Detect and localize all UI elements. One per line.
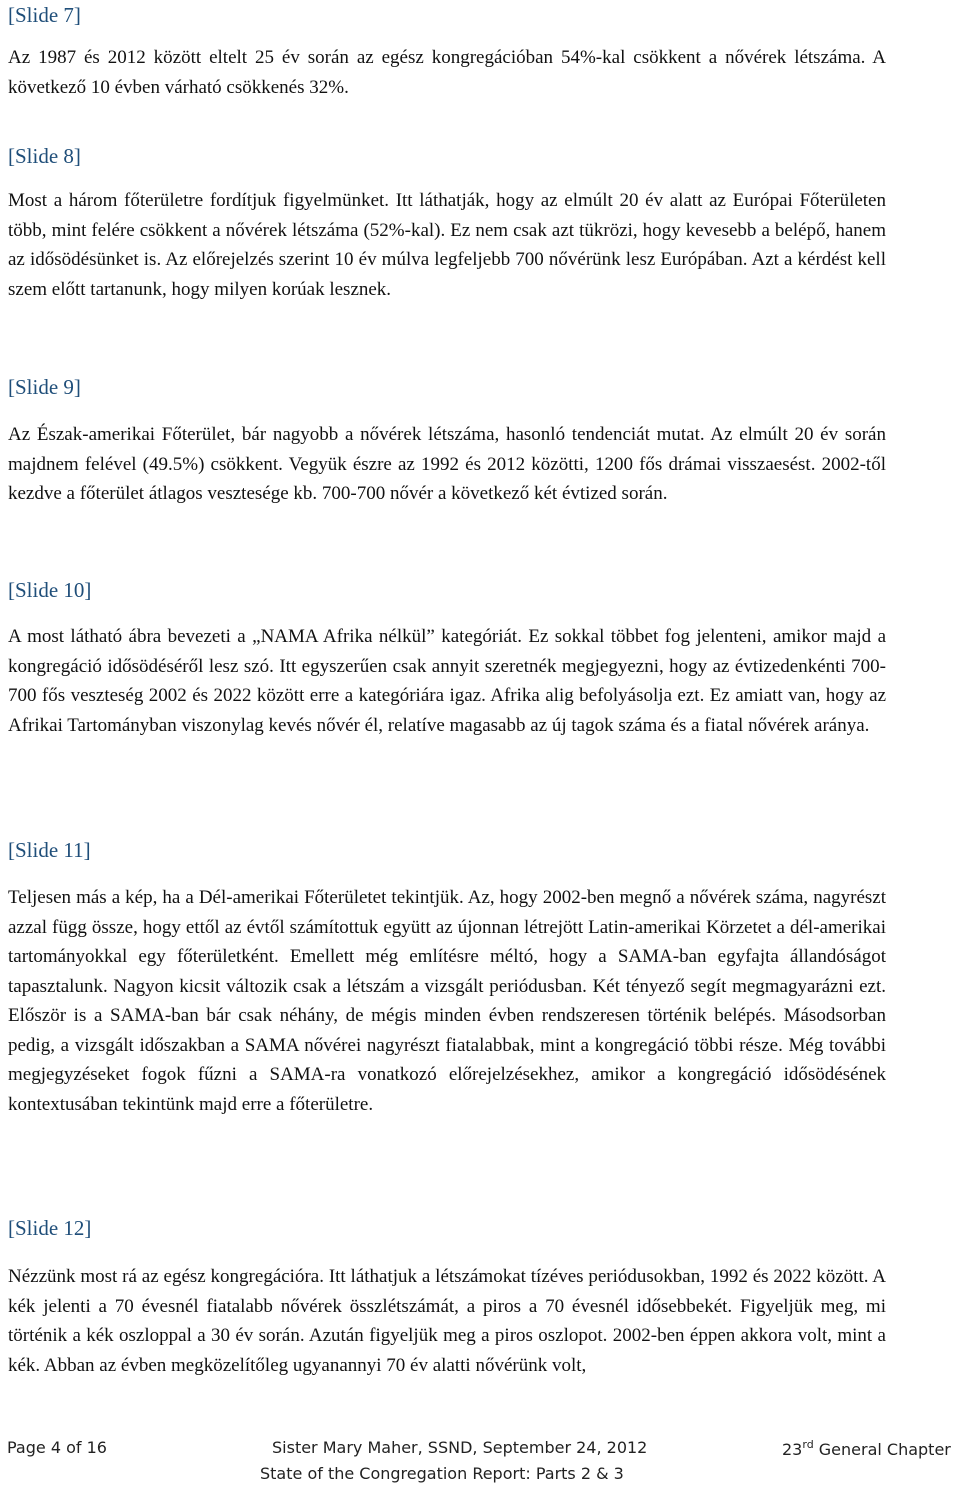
chapter-ordinal-suffix: rd: [802, 1438, 814, 1451]
footer-chapter: [782, 1438, 951, 1459]
slide-8-heading: [Slide 8]: [8, 144, 81, 168]
page-footer: [0, 1436, 960, 1486]
page-number: Page 4 of 16: [7, 1438, 107, 1457]
slide-11-heading: [Slide 11]: [8, 838, 91, 862]
slide-10-paragraph: A most látható ábra bevezeti a „NAMA Afrika nélkül” kategóriát. Ez sokkal többet fog jelenteni, amikor majd a kongregáció idősödéséről lesz szó. Itt egyszerűen csak annyit szeretnék megjegyezni, hogy az évtizedenkénti 700-700 fős veszteség 2002 és 2022 között erre a kategóriára igaz. Afrika alig befolyásolja ezt. Ez amiatt van, hogy az Afrikai Tartományban viszonylag kevés nővér él, relatíve magasabb az új tagok száma és a fiatal nővérek aránya.: [8, 626, 886, 736]
footer-author: Sister Mary Maher, SSND, September 24, 2012: [272, 1438, 648, 1457]
chapter-label: General Chapter: [813, 1440, 951, 1459]
slide-10-heading: [Slide 10]: [8, 578, 92, 602]
slide-12-heading: [Slide 12]: [8, 1216, 92, 1240]
footer-report-title: State of the Congregation Report: Parts 2 & 3: [260, 1464, 624, 1483]
slide-7-paragraph: Az 1987 és 2012 között eltelt 25 év során az egész kongregációban 54%-kal csökkent a nővérek létszáma. A következő 10 évben várható csökkenés 32%.: [8, 47, 886, 98]
slide-11-paragraph: Teljesen más a kép, ha a Dél-amerikai Főterületet tekintjük. Az, hogy 2002-ben megnő a nővérek száma, nagyrészt azzal függ össze, hogy ettől az évtől számítottuk együtt az újonnan létrejött Latin-amerikai Körzetet a dél-amerikai tartományokkal egy főterületként. Emellett még említésre méltó, hogy a SAMA-ban egyfajta állandóságot tapasztalunk. Nagyon kicsit változik csak a létszám a vizsgált periódusban. Két tényező segít megmagyarázni ezt. Először is a SAMA-ban bár csak néhány, de mégis minden évben rendszeresen történik belépés. Másodsorban pedig, a vizsgált időszakban a SAMA nővérei nagyrészt fiatalabbak, mint a kongregáció többi része. Még további megjegyzéseket fogok fűzni a SAMA-ra vonatkozó előrejelzésekhez, amikor a kongregáció idősödésének kontextusában tekintünk majd erre a főterületre.: [8, 887, 886, 1115]
slide-9-paragraph: Az Észak-amerikai Főterület, bár nagyobb a nővérek létszáma, hasonló tendenciát mutat. Az elmúlt 20 év során majdnem felével (49.5%) csökkent. Vegyük észre az 1992 és 2012 közötti, 1200 fős drámai visszaesést. 2002-től kezdve a főterület átlagos vesztesége kb. 700-700 nővér a következő két évtized során.: [8, 424, 886, 504]
slide-7-heading: [Slide 7]: [8, 3, 81, 27]
chapter-number: 23: [782, 1440, 803, 1459]
slide-8-paragraph: Most a három főterületre fordítjuk figyelmünket. Itt láthatják, hogy az elmúlt 20 év alatt az Európai Főterületen több, mint felére csökkent a nővérek létszáma (52%-kal). Ez nem csak azt tükrözi, hogy kevesebb a belépő, hanem az idősödésünket is. Az előrejelzés szerint 10 év múlva legfeljebb 700 nővérünk lesz Európában. Azt a kérdést kell szem előtt tartanunk, hogy milyen korúak lesznek.: [8, 190, 886, 300]
slide-12-paragraph: Nézzünk most rá az egész kongregációra. Itt láthatjuk a létszámokat tízéves periódusokban, 1992 és 2022 között. A kék jelenti a 70 évesnél fiatalabb nővérek összlétszámát, a piros a 70 évesnél idősebbekét. Figyeljük meg, mi történik a kék oszloppal a 30 év során. Azután figyeljük meg a piros oszlopot. 2002-ben éppen akkora volt, mint a kék. Abban az évben megközelítőleg ugyanannyi 70 év alatti nővérünk volt,: [8, 1266, 886, 1376]
slide-9-heading: [Slide 9]: [8, 375, 81, 399]
